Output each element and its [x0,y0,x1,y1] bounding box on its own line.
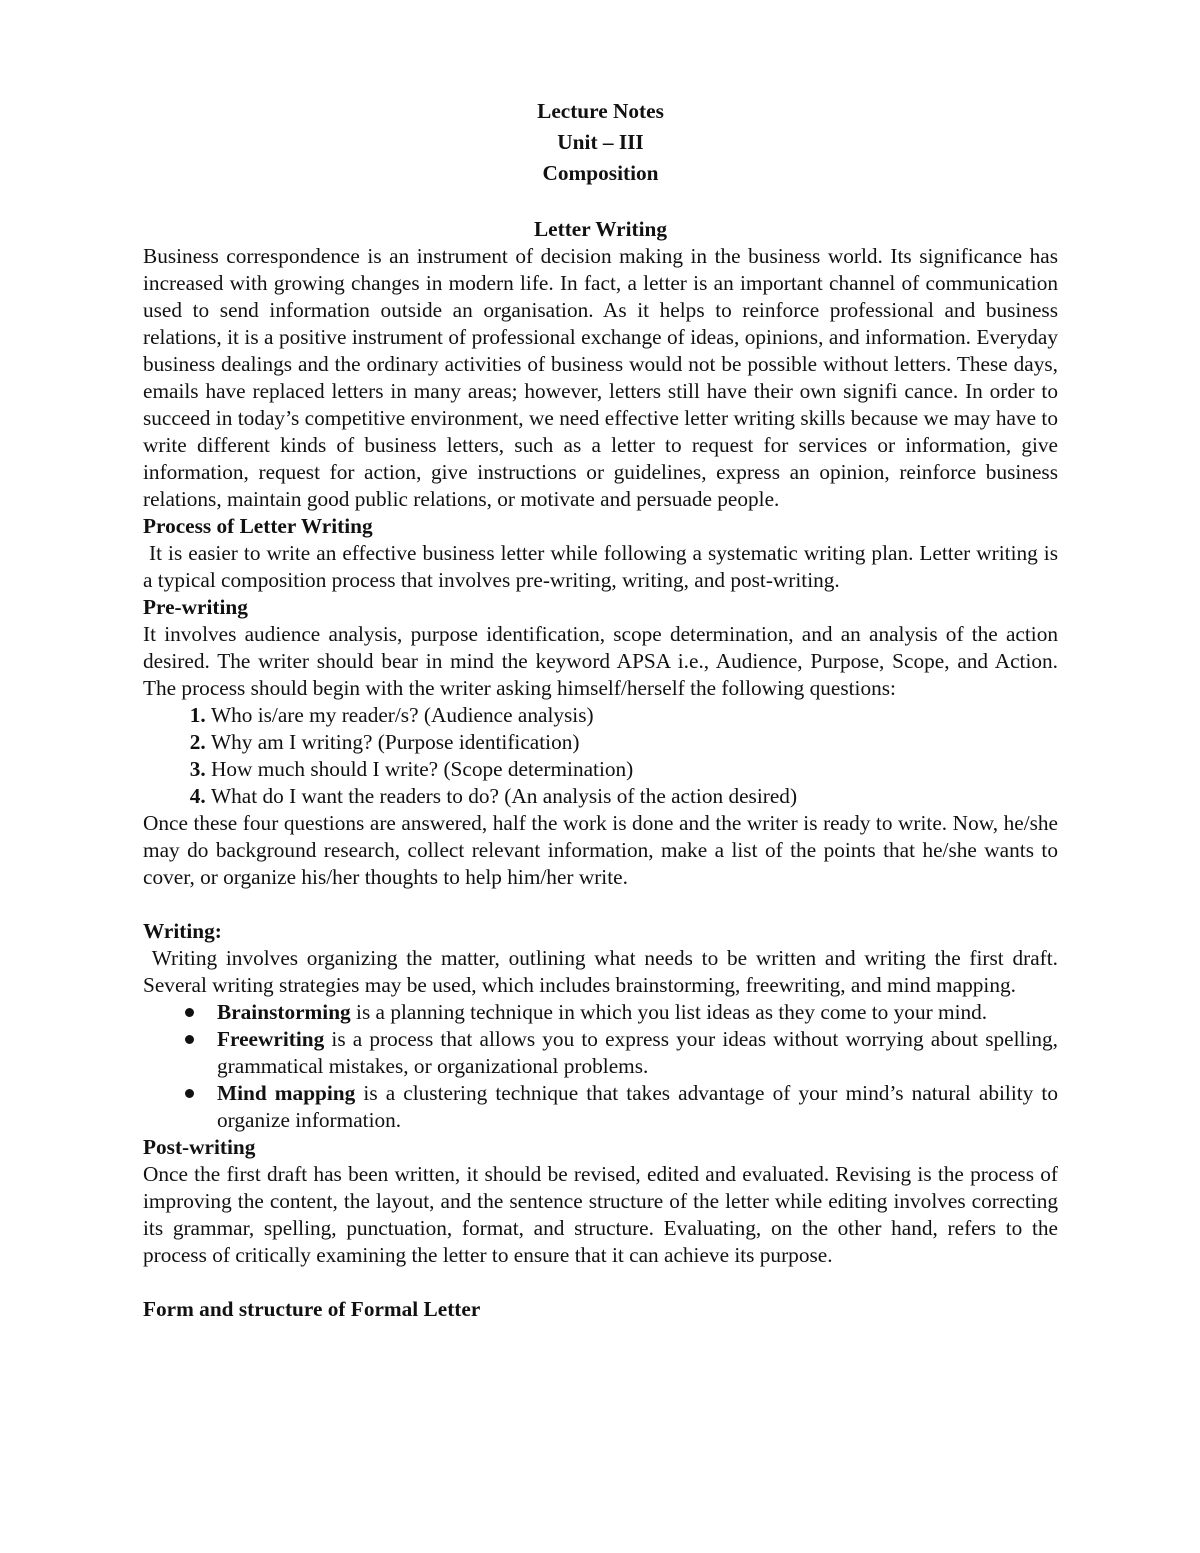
bullet-icon [185,1008,194,1017]
questions-list [143,702,1058,810]
title-block [143,96,1058,189]
prewriting-heading: Pre-writing [143,595,248,619]
prewriting-after-paragraph: Once these four questions are answered, half the work is done and the writer is ready to write. Now, he/she may do background research, collect relevant information, make a list of the points that he/she wants to cover, or organize his/her thoughts to help him/her write. [143,811,1058,889]
list-item [217,1026,1058,1080]
bullet-icon [185,1035,194,1044]
list-item: 1. Who is/are my reader/s? (Audience analysis) [211,702,1058,729]
definition: is a process that allows you to express your ideas without worrying about spelling, grammatical mistakes, or organizational problems. [217,1027,1058,1078]
writing-paragraph: Writing involves organizing the matter, outlining what needs to be written and writing the first draft. Several writing strategies may be used, which includes brainstorming, freewriting, and mind mapping. [143,946,1064,997]
postwriting-heading: Post-writing [143,1135,256,1159]
writing-heading: Writing: [143,919,222,943]
spacer [143,1269,1058,1296]
list-item [217,1080,1058,1134]
term: Freewriting [217,1027,325,1051]
list-item: 3. How much should I write? (Scope determination) [211,756,1058,783]
list-item [217,999,1058,1026]
term: Mind mapping [217,1081,356,1105]
list-item: 4. What do I want the readers to do? (An analysis of the action desired) [211,783,1058,810]
strategies-list [143,999,1058,1134]
document-page [143,96,1064,1323]
letter-writing-paragraph: Business correspondence is an instrument of decision making in the business world. Its significance has increased with growing changes in modern life. In fact, a letter is an important channel of communication used to send information outside an organisation. As it helps to reinforce professional and business relations, it is a positive instrument of professional exchange of ideas, opinions, and information. Everyday business dealings and the ordinary activities of business would not be possible without letters. These days, emails have replaced letters in many areas; however, letters still have their own signifi cance. In order to succeed in today’s competitive environment, we need effective letter writing skills because we may have to write different kinds of business letters, such as a letter to request for services or information, give information, request for action, give instructions or guidelines, express an opinion, reinforce business relations, maintain good public relations, or motivate and persuade people. [143,244,1058,511]
topic-label: Composition [542,161,659,185]
form-heading: Form and structure of Formal Letter [143,1297,481,1321]
letter-writing-heading: Letter Writing [533,217,668,241]
prewriting-paragraph: It involves audience analysis, purpose identification, scope determination, and an analysis of the action desired. The writer should bear in mind the keyword APSA i.e., Audience, Purpose, Scope, and Action. The process should begin with the writer asking himself/herself the following questions: [143,622,1058,700]
bullet-icon [185,1089,194,1098]
doc-title: Lecture Notes [537,99,664,123]
process-paragraph: It is easier to write an effective business letter while following a systematic writing plan. Letter writing is a typical composition process that involves pre-writing, writing, and post-writing. [143,541,1064,592]
definition: is a planning technique in which you list ideas as they come to your mind. [350,1000,988,1024]
postwriting-paragraph: Once the first draft has been written, it should be revised, edited and evaluated. Revising is the process of improving the content, the layout, and the sentence structure of the letter while editing involves correcting its grammar, spelling, punctuation, format, and structure. Evaluating, on the other hand, refers to the process of critically examining the letter to ensure that it can achieve its purpose. [143,1162,1058,1267]
process-heading: Process of Letter Writing [143,514,373,538]
list-item: 2. Why am I writing? (Purpose identification) [211,729,1058,756]
spacer [143,891,1058,918]
definition: is a clustering technique that takes advantage of your mind’s natural ability to organize information. [217,1081,1058,1132]
term: Brainstorming [217,1000,351,1024]
unit-label: Unit – III [557,130,644,154]
